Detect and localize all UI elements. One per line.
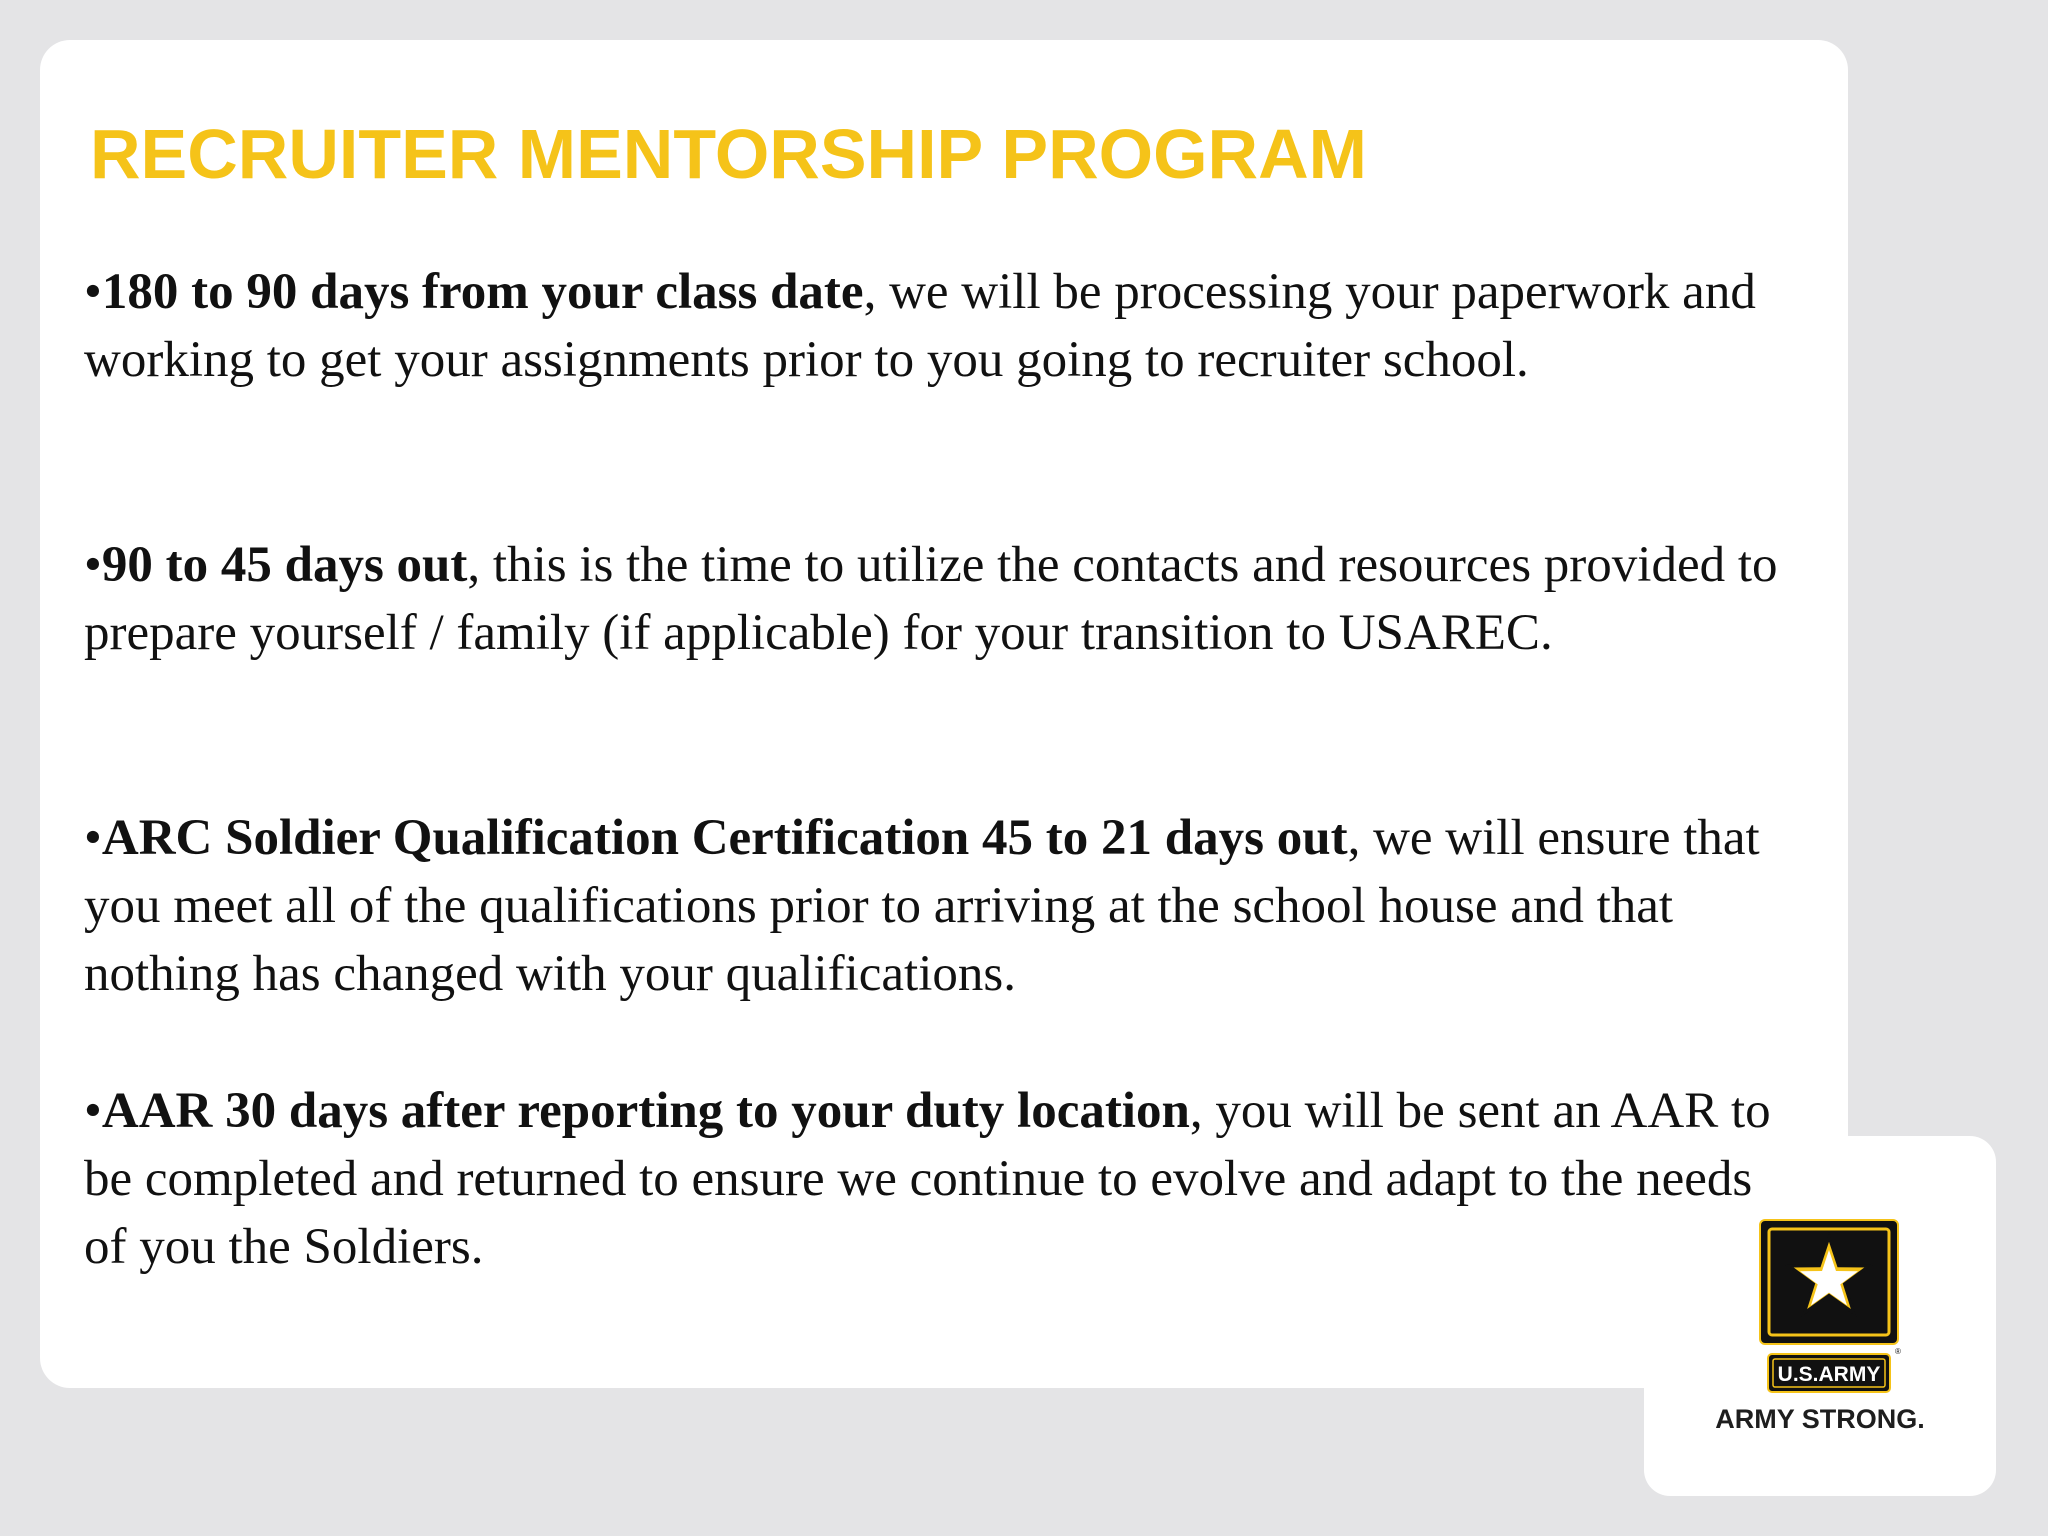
bullet-text: , this is the time to utilize the contacts and resources provided to prepare yourself / family (if applicable) for your transition to USAREC. <box>84 537 1778 661</box>
bullet-bold-text: 90 to 45 days out <box>101 537 468 593</box>
us-army-star-logo <box>1758 1218 1900 1396</box>
bullet-text: , we will be processing your paperwork and working to get your assignments prior to you going to recruiter school. <box>84 264 1756 388</box>
bullet-marker: • <box>84 264 102 320</box>
bullet-item <box>84 804 1804 1008</box>
bullet-item <box>84 1077 1804 1281</box>
registered-mark: ® <box>1895 1347 1901 1356</box>
bullet-marker: • <box>84 1083 102 1139</box>
bullet-item <box>84 531 1804 667</box>
bullet-bold-text: 180 to 90 days from your class date <box>101 264 864 320</box>
bullet-item <box>84 258 1804 394</box>
bullet-bold-text: AAR 30 days after reporting to your duty location <box>101 1083 1190 1139</box>
army-badge-text: U.S.ARMY <box>1777 1363 1881 1386</box>
bullet-bold-text: ARC Soldier Qualification Certification 45 to 21 days out <box>101 810 1348 866</box>
bullet-marker: • <box>84 810 102 866</box>
tagline-text: ARMY STRONG. <box>1715 1404 1925 1434</box>
bullet-text: , we will ensure that you meet all of the qualifications prior to arriving at the school house and that nothing has changed with your qualifications. <box>84 810 1760 1002</box>
bullet-text: , you will be sent an AAR to be completed and returned to ensure we continue to evolve and adapt to the needs of you the Soldiers. <box>84 1083 1771 1275</box>
army-strong-tagline <box>1690 1404 1950 1435</box>
bullet-marker: • <box>84 537 102 593</box>
slide-title: RECRUITER MENTORSHIP PROGRAM <box>90 115 1367 193</box>
